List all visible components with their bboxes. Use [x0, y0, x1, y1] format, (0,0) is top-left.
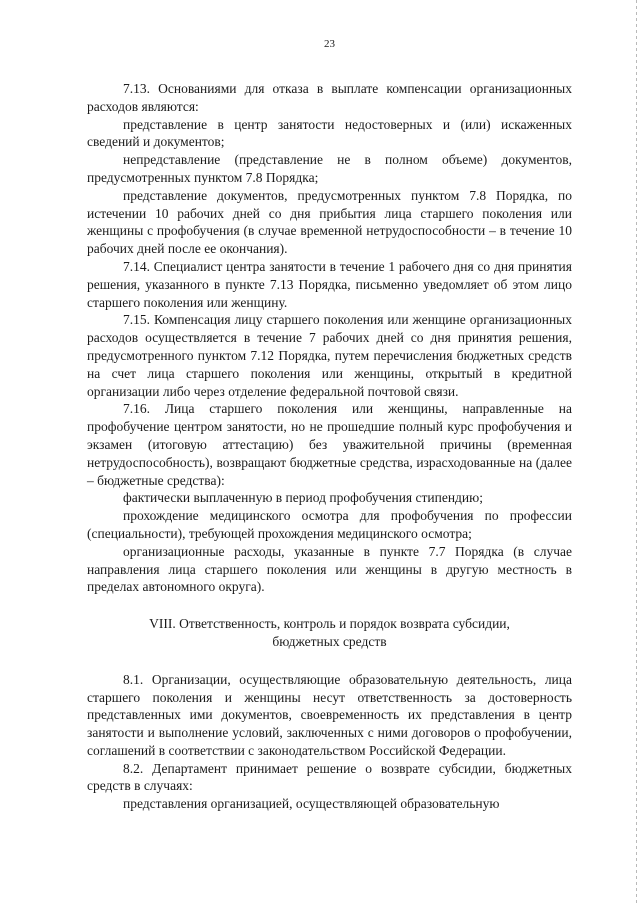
paragraph: 7.14. Специалист центра занятости в течение 1 рабочего дня со дня принятия решения, указанного в пункте 7.13 Порядка, письменно уведомляет об этом лицо старшего поколения или женщину.	[87, 258, 572, 310]
paragraph: непредставление (представление не в полном объеме) документов, предусмотренных пунктом 7.8 Порядка;	[87, 152, 572, 185]
scan-edge	[636, 0, 637, 905]
paragraph: представление документов, предусмотренных пунктом 7.8 Порядка, по истечении 10 рабочих дней со дня прибытия лица старшего поколения или женщины с профобучения (в случае временной нетрудоспособности – в течение 10 рабочих дней после ее окончания).	[87, 187, 572, 257]
paragraph: прохождение медицинского осмотра для профобучения по профессии (специальности), требующей прохождения медицинского осмотра;	[87, 508, 572, 541]
body-text-before	[87, 80, 572, 596]
page-number: 23	[324, 38, 335, 50]
paragraph: 7.16. Лица старшего поколения или женщины, направленные на профобучение центром занятости, но не прошедшие полный курс профобучения и экзамен (итоговую аттестацию) без уважительной причины (временная нетрудоспособность), возвращают бюджетные средства, израсходованные на (далее – бюджетные средства):	[87, 401, 572, 488]
section-heading-line: VIII. Ответственность, контроль и порядок возврата субсидии,	[149, 616, 510, 632]
section-heading	[87, 615, 572, 651]
paragraph: 7.13. Основаниями для отказа в выплате компенсации организационных расходов являются:	[87, 81, 572, 114]
paragraph: представления организацией, осуществляющей образовательную	[123, 796, 500, 812]
paragraph: фактически выплаченную в период профобучения стипендию;	[123, 490, 483, 506]
paragraph: 8.1. Организации, осуществляющие образовательную деятельность, лица старшего поколения и женщины несут ответственность за достоверность представленных ими документов, своевременность их представления в центр занятости и выполнение условий, заключенных с ними договоров о профобучении, соглашений в соответствии с законодательством Российской Федерации.	[87, 671, 572, 758]
paragraph: организационные расходы, указанные в пункте 7.7 Порядка (в случае направления лица старшего поколения или женщины в другую местность в пределах автономного округа).	[87, 543, 572, 595]
body-text-after	[87, 671, 572, 813]
paragraph: 8.2. Департамент принимает решение о возврате субсидии, бюджетных средств в случаях:	[87, 760, 572, 794]
paragraph: 7.15. Компенсация лицу старшего поколения или женщине организационных расходов осуществляется в течение 7 рабочих дней со дня принятия решения, предусмотренного пунктом 7.12 Порядка, путем перечисления бюджетных средств на счет лица старшего поколения или женщины, открытый в кредитной организации либо через отделение федеральной почтовой связи.	[87, 312, 572, 399]
section-heading-line: бюджетных средств	[272, 633, 387, 649]
paragraph: представление в центр занятости недостоверных и (или) искаженных сведений и документов;	[87, 116, 572, 150]
